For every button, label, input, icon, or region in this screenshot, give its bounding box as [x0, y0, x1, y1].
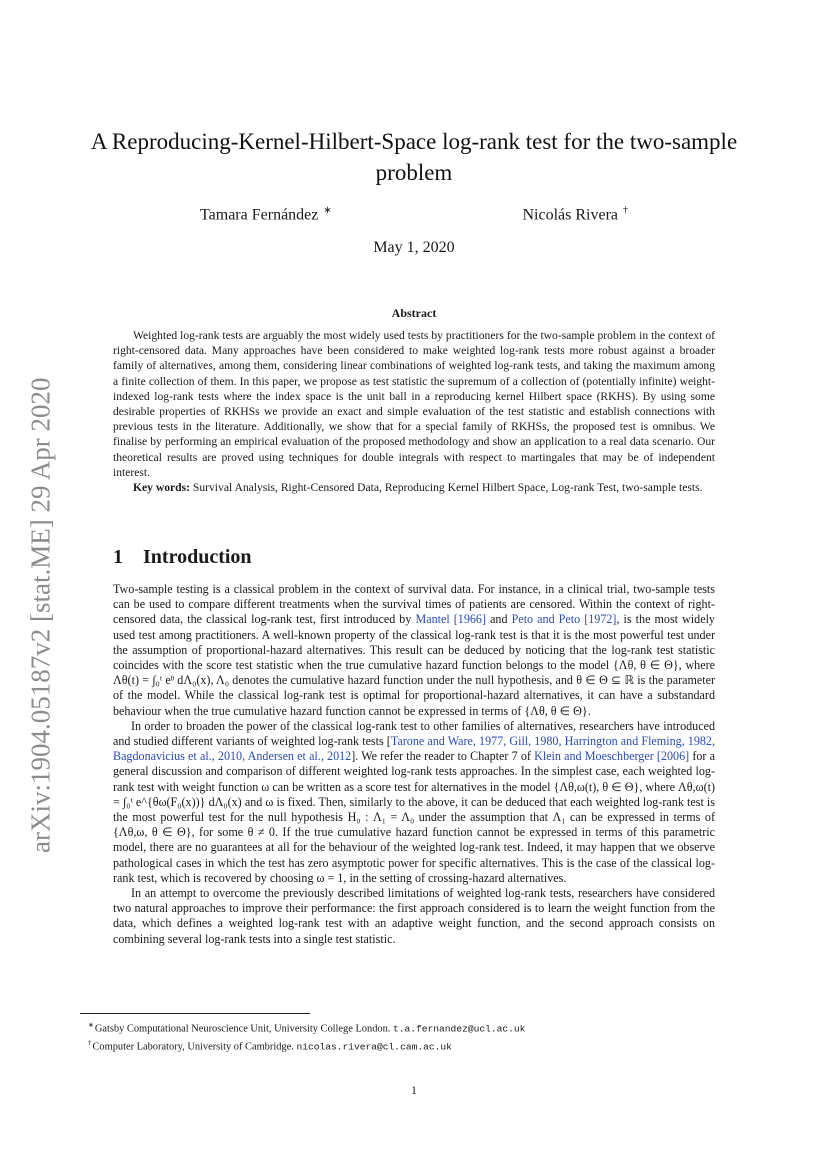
- footnote-mark: ∗: [323, 205, 332, 216]
- citation-link[interactable]: Tarone and Ware, 1977, Gill, 1980, Harrington and Fleming, 1982, Bagdonavicius et al., 2010, Andersen et al., 2012: [113, 734, 715, 764]
- footnote-rule: [80, 1013, 310, 1014]
- paragraph-text: Two-sample testing is a classical problem in the context of survival data. For instance, in a clinical trial, two-sample tests can be used to compare different treatments when the survival times of patients are censored. Within the context of right-censored data, the classical log-rank test, first introduced by: [113, 582, 715, 627]
- author-2: [522, 205, 628, 224]
- keywords-label: Key words:: [133, 481, 190, 495]
- footnotes: [88, 1018, 728, 1055]
- abstract-heading: Abstract: [391, 306, 437, 320]
- section-number: 1: [113, 546, 123, 568]
- email-link[interactable]: t.a.fernandez@ucl.ac.uk: [392, 1023, 526, 1035]
- section-title: Introduction: [143, 546, 252, 568]
- keywords-text: Survival Analysis, Right-Censored Data, Reproducing Kernel Hilbert Space, Log-rank Test, two-sample tests.: [192, 481, 703, 495]
- citation-link[interactable]: Peto and Peto [1972]: [511, 612, 617, 627]
- footnote-mark: †: [623, 205, 628, 216]
- author-list: [200, 205, 628, 224]
- paragraph-text: for a general discussion and comparison of different weighted log-rank tests approaches. In the simplest case, each weighted log-rank test with weight function ω can be written as a score test for alternatives in the model {Λθ,ω(t), θ ∈ Θ}, where Λθ,ω(t) = ∫₀ᵗ e^{θω(F₀(x))} dΛ₀(x) and ω is fixed. Then, similarly to the above, it can be deduced that each weighted log-rank test is the most powerful test for the null hypothesis H₀ : Λ₁ = Λ₀ under the assumption that Λ₁ can be expressed in terms of {Λθ,ω, θ ∈ Θ}, for some θ ≠ 0. If the true cumulative hazard function cannot be expressed in terms of this parametric model, there are no guarantees at all for the behaviour of the weighted log-rank test. Indeed, it may happen that we observe pathological cases in which the test has zero asymptotic power for specific alternatives. This is the case of the classical log-rank test, which is recovered by choosing ω = 1, in the setting of crossing-hazard alternatives.: [113, 749, 715, 885]
- body-text: [113, 582, 715, 947]
- abstract: [113, 328, 715, 495]
- keywords: [113, 480, 715, 495]
- email-link[interactable]: nicolas.rivera@cl.cam.ac.uk: [296, 1041, 452, 1053]
- footnote-mark: ∗: [88, 1021, 94, 1029]
- author-1: [200, 205, 332, 224]
- author-name: Nicolás Rivera: [522, 206, 618, 224]
- footnote: [88, 1018, 728, 1036]
- paragraph-text: ]. We refer the reader to Chapter 7 of: [351, 749, 535, 764]
- author-name: Tamara Fernández: [200, 206, 319, 224]
- footnote-mark: †: [88, 1039, 92, 1048]
- citation-link[interactable]: Klein and Moeschberger [2006]: [534, 749, 690, 764]
- section-heading: [113, 546, 513, 569]
- paragraph-text: In order to broaden the power of the classical log-rank test to other families of alternatives, researchers have introduced and studied different variants of weighted log-rank tests [: [113, 718, 715, 749]
- footnote: [88, 1036, 728, 1054]
- abstract-text: Weighted log-rank tests are arguably the most widely used tests by practitioners for the two-sample problem in the context of right-censored data. Many approaches have been considered to make weighted log-rank tests more robust against a broader family of alternatives, among them, considering linear combinations of weighted log-rank tests, and taking the maximum among a finite collection of them. In this paper, we propose as test statistic the supremum of a collection of (potentially infinite) weight-indexed log-rank tests where the index space is the unit ball in a reproducing kernel Hilbert space (RKHS). By using some desirable properties of RKHSs we provide an exact and simple evaluation of the test statistic and establish connections with previous tests in the literature. Additionally, we show that for a special family of RKHSs, the proposed test is omnibus. We finalise by performing an empirical evaluation of the proposed methodology and show an application to a real data scenario. Our theoretical results are proved using techniques for double integrals with respect to martingales that may be of independent interest.: [113, 329, 715, 479]
- footnote-text: Gatsby Computational Neuroscience Unit, University College London.: [94, 1023, 391, 1035]
- footnote-text: Computer Laboratory, University of Cambridge.: [92, 1041, 294, 1053]
- paragraph: In an attempt to overcome the previously described limitations of weighted log-rank tests, researchers have considered two natural approaches to improve their performance: the first approach considered is to learn the weight function from the data, which defines a weighted log-rank test with an adaptive weight function, and the second approach consists on combining several log-rank tests into a single test statistic.: [113, 886, 715, 946]
- paragraph: [113, 719, 715, 886]
- arxiv-side-stamp: arXiv:1904.05187v2 [stat.ME] 29 Apr 2020: [25, 377, 56, 853]
- paper-title: A Reproducing-Kernel-Hilbert-Space log-rank test for the two-sample problem: [90, 129, 738, 185]
- citation-link[interactable]: Mantel [1966]: [415, 612, 487, 627]
- paragraph-text: , is the most widely used test among practitioners. A well-known property of the classical log-rank test is that it is the most powerful test under the assumption of proportional-hazard alternatives. This result can be deduced by noticing that the log-rank test statistic coincides with the score test statistic when the true cumulative hazard function belongs to the model {Λθ, θ ∈ Θ}, where Λθ(t) = ∫₀ᵗ eᶿ dΛ₀(x), Λ₀ denotes the cumulative hazard function under the null hypothesis, and θ ∈ Θ ⊆ ℝ is the parameter of the model. While the classical log-rank test is optimal for proportional-hazard alternatives, it can have a substandard behaviour when the true cumulative hazard function cannot be expressed in terms of {Λθ, θ ∈ Θ}.: [113, 612, 715, 718]
- publication-date: May 1, 2020: [373, 239, 455, 256]
- paragraph-text: and: [486, 612, 512, 627]
- paragraph: [113, 582, 715, 719]
- page-number: 1: [411, 1083, 417, 1097]
